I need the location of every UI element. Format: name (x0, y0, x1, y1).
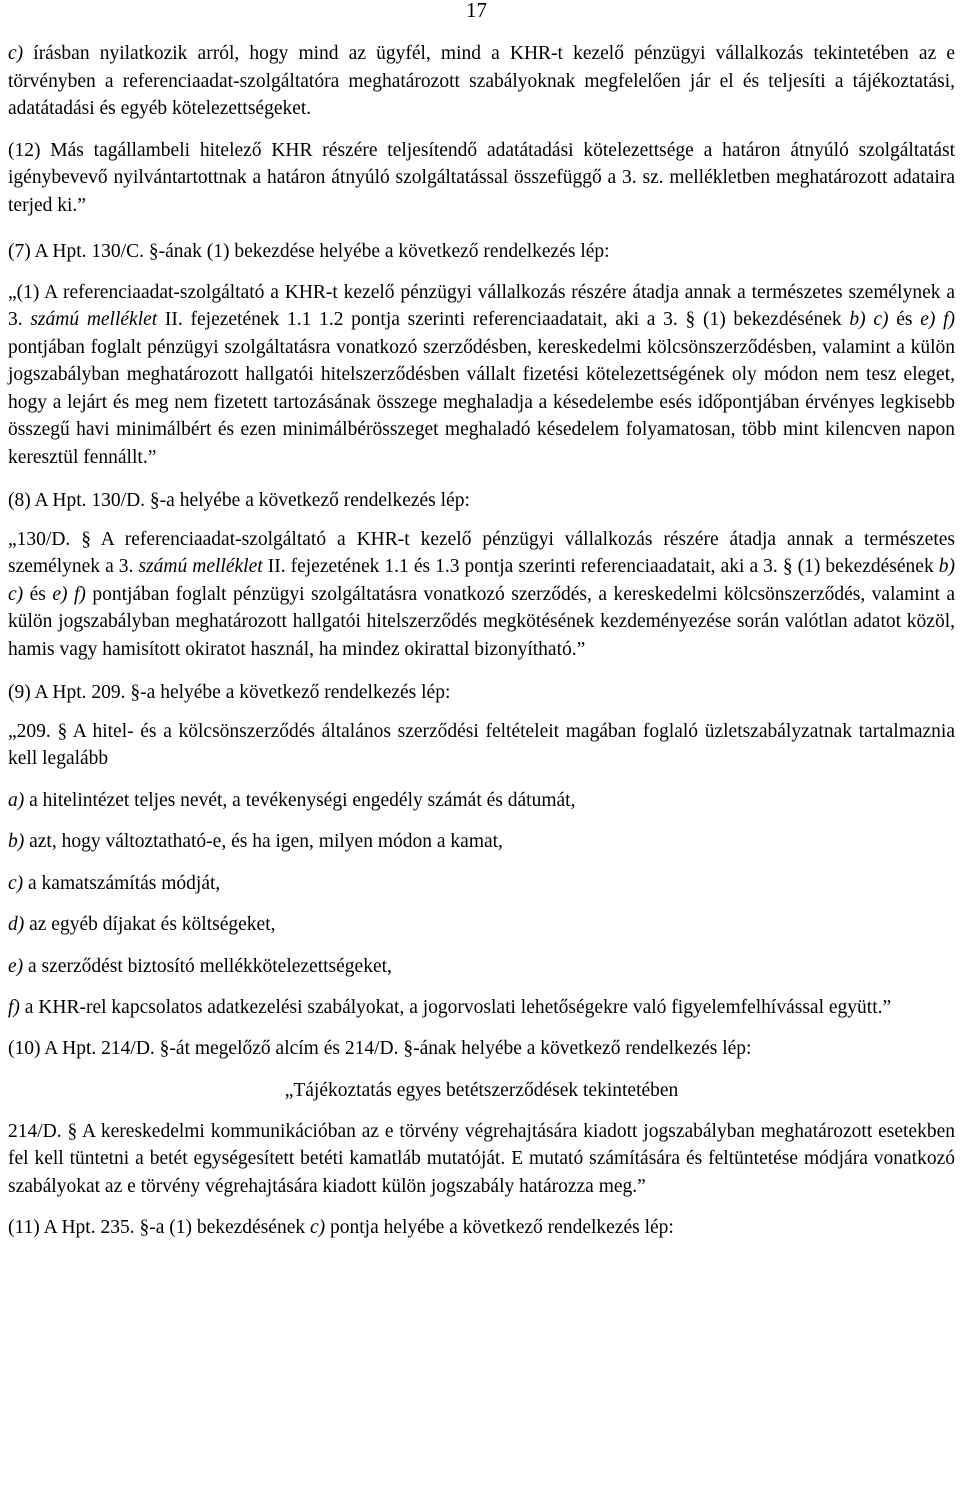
paragraph-214d-text: 214/D. § A kereskedelmi kommunikációban az e törvény végrehajtására kiadott jogszabályban meghatározott esetekben fel kell tüntetni a betét egységesített betéti kamatláb mutatóját. E mutató számítására és feltüntetése módjára vonatkozó szabályokat az e törvény végrehajtására kiadott külön jogszabály határozza meg.” (8, 1120, 955, 1197)
list-item-f: f) a KHR-rel kapcsolatos adatkezelési szabályokat, a jogorvoslati lehetőségekre való figyelemfelhívással együtt.” (8, 997, 892, 1018)
paragraph-8: (8) A Hpt. 130/D. §-a helyébe a következő rendelkezés lép: (8, 490, 470, 511)
list-item-a: a) a hitelintézet teljes nevét, a tevékenységi engedély számát és dátumát, (8, 789, 576, 811)
subtitle-heading: „Tájékoztatás egyes betétszerződések tekintetében (284, 1080, 679, 1101)
paragraph-130c-text: „(1) A referenciaadat-szolgáltató a KHR-t kezelő pénzügyi vállalkozás részére átadja annak a természetes személynek a 3. számú melléklet II. fejezetének 1.1 1.2 pontja szerinti referenciaadatait, aki a 3. § (1) bekezdésének b) c) és e) f) pontjában foglalt pénzügyi szolgáltatásra vonatkozó szerződésben, kereskedelmi kölcsönszerződésben, valamint a külön jogszabályban meghatározott hallgatói hitelszerződésben vállalt fizetési kötelezettségének oly módon nem tesz eleget, hogy a lejárt és meg nem fizetett tartozásának összege meghaladja a késedelembe esés időpontjában érvényes legkisebb összegű havi minimálbért és ezen minimálbérösszeget meghaladó késedelem folyamatosan, több mint kilencven napon keresztül fennállt.” (8, 281, 955, 468)
paragraph-10: (10) A Hpt. 214/D. §-át megelőző alcím és 214/D. §-ának helyébe a következő rendelkezés lép: (8, 1037, 752, 1059)
document-body (8, 40, 955, 1242)
list-item-e: e) a szerződést biztosító mellékkötelezettségeket, (8, 955, 392, 977)
list-item-d: d) az egyéb díjakat és költségeket, (8, 914, 276, 935)
page-number: 17 (466, 0, 487, 22)
paragraph-209-text: „209. § A hitel- és a kölcsönszerződés általános szerződési feltételeit magában foglaló üzletszabályzatnak tartalmaznia kell legalább (8, 720, 955, 769)
list-item-b: b) azt, hogy változtatható-e, és ha igen, milyen módon a kamat, (8, 831, 503, 852)
list-item-c: c) a kamatszámítás módját, (8, 872, 221, 894)
paragraph-c-clause: c) írásban nyilatkozik arról, hogy mind az ügyfél, mind a KHR-t kezelő pénzügyi vállalkozás tekintetében az e törvényben a referenciaadat-szolgáltatóra meghatározott szabályoknak megfelelően jár el és teljesíti a tájékoztatási, adatátadási és egyéb kötelezettségeket. (8, 43, 955, 119)
paragraph-12: (12) Más tagállambeli hitelező KHR részére teljesítendő adatátadási kötelezettsége a határon átnyúló szolgáltatást igénybevevő nyilvántartottnak a határon átnyúló szolgáltatással összefüggő a 3. sz. mellékletben meghatározott adataira terjed ki.” (8, 139, 955, 216)
paragraph-7: (7) A Hpt. 130/C. §-ának (1) bekezdése helyébe a következő rendelkezés lép: (8, 241, 610, 262)
paragraph-11: (11) A Hpt. 235. §-a (1) bekezdésének c) pontja helyébe a következő rendelkezés lép: (8, 1217, 674, 1238)
paragraph-9: (9) A Hpt. 209. §-a helyébe a következő rendelkezés lép: (8, 682, 451, 703)
paragraph-130d-text: „130/D. § A referenciaadat-szolgáltató a KHR-t kezelő pénzügyi vállalkozás részére átadja annak a természetes személynek a 3. számú melléklet II. fejezetének 1.1 és 1.3 pontja szerinti referenciaadatait, aki a 3. § (1) bekezdésének b) c) és e) f) pontjában foglalt pénzügyi szolgáltatásra vonatkozó szerződés, a kereskedelmi kölcsönszerződés, valamint a külön jogszabályban meghatározott hallgatói hitelszerződés megkötésének kezdeményezése során valótlan adatot közöl, hamis vagy hamisított okiratot használ, ha mindez okirattal bizonyítható.” (8, 528, 956, 660)
